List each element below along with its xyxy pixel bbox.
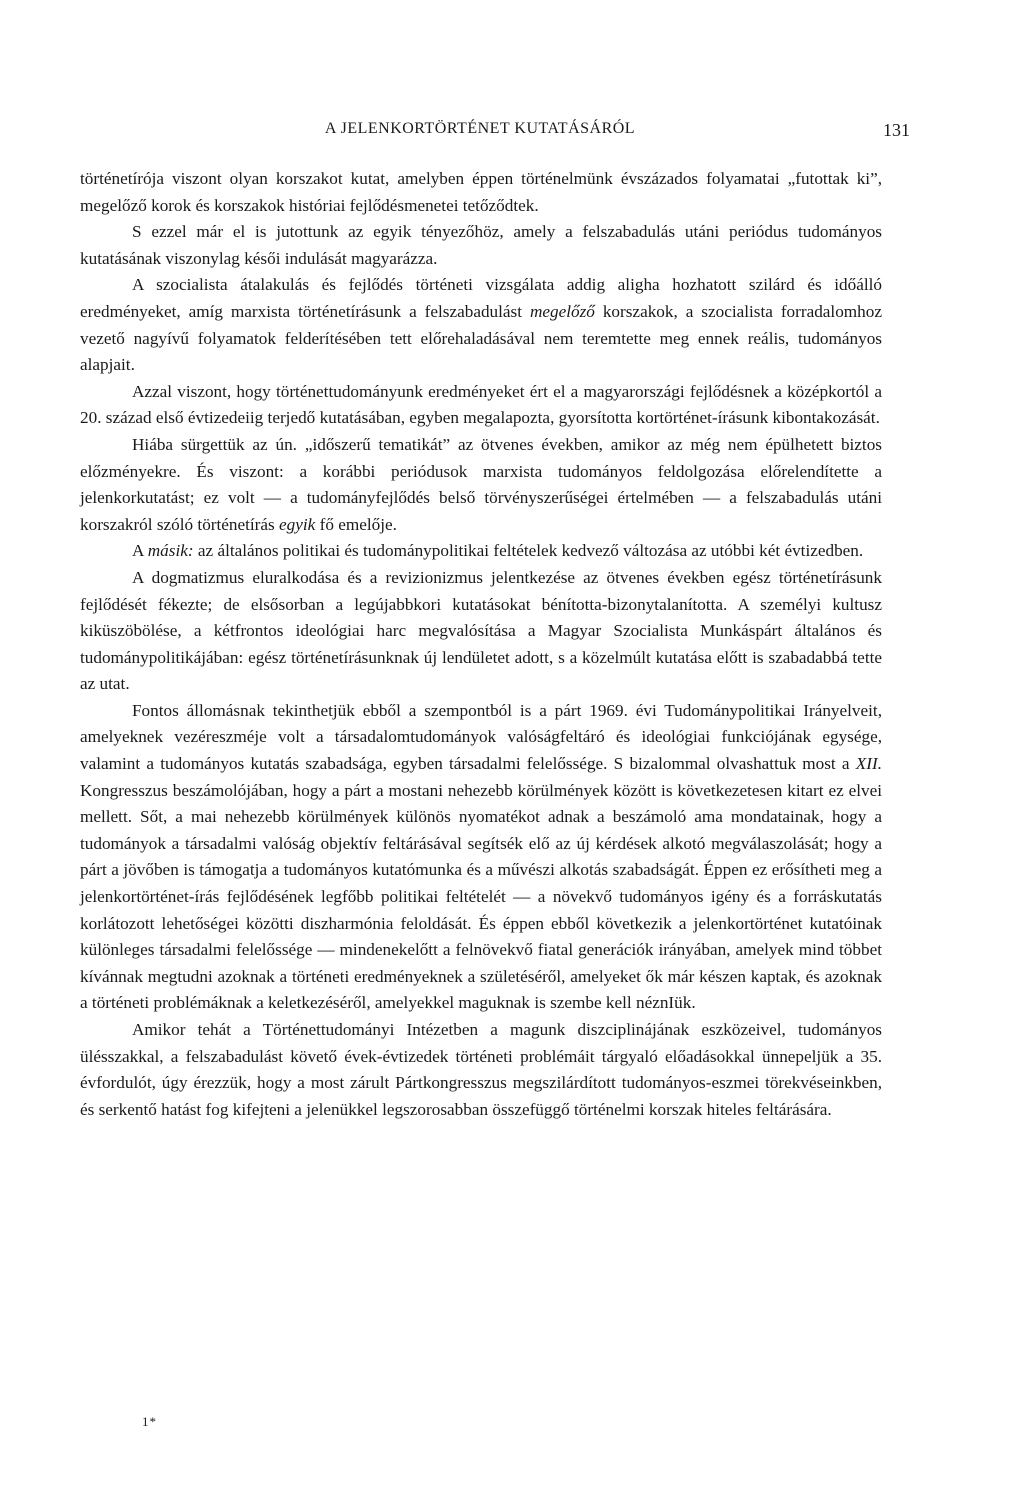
paragraph bbox=[80, 272, 882, 378]
running-head bbox=[80, 120, 910, 144]
emphasis-text: XII. bbox=[855, 754, 882, 774]
emphasis-text: megelőző bbox=[529, 301, 595, 321]
paragraph-text: az általános politikai és tudománypolitikai feltételek kedvező változása az utóbbi két évtizedben. bbox=[193, 541, 864, 561]
paragraph-text: A szocialista átalakulás és fejlődés történeti vizsgálata addig aligha hozhatott szilárd és időálló eredményeket, amíg marxista történetírásunk a felszabadulást bbox=[80, 275, 882, 321]
paragraph bbox=[80, 698, 882, 1017]
paragraph-text: Fontos állomásnak tekinthetjük ebből a szempontból is a párt 1969. évi Tudománypolitikai Irányelveit, amelyeknek vezéreszméje volt a társadalomtudományok valóságfeltáró és ideológiai funkciójának egysége, valamint a tudományos kutatás szabadsága, egyben társadalmi felelőssége. S bizalommal olvashattuk most a bbox=[80, 700, 882, 774]
body-text bbox=[80, 166, 882, 1123]
paragraph bbox=[80, 432, 882, 538]
paragraph: S ezzel már el is jutottunk az egyik tényezőhöz, amely a felszabadulás utáni periódus tudományos kutatásának viszonylag késői indulását magyarázza. bbox=[80, 222, 882, 268]
paragraph-text: Kongresszus beszámolójában, hogy a párt a mostani nehezebb körülmények között is következetesen kitart ez elvei mellett. Sőt, a mai nehezebb körülmények különös nyomatékot adnak a beszámoló ama mondatainak, hogy a tudományok a társadalmi valóság objektív feltárásával segítsék elő az új kérdések alkotó megválaszolását; hogy a párt a jövőben is támogatja a tudományos kutatómunka és a művészi alkotás szabadságát. Éppen ez erősítheti meg a jelenkortörténet-írás fejlődésének legfőbb politikai feltételét — a növekvő tudományos igény és a forráskutatás korlátozott lehetőségei közötti diszharmónia feloldását. És éppen ebből következik a jelenkortörténet kutatóinak különleges társadalmi felelőssége — mindenekelőtt a felnövekvő fiatal generációk irányában, amelyek mind többet kívánnak megtudni azoknak a történeti eredményeknek a születéséről, amelyeket ők már készen kaptak, és azoknak a történeti problémáknak a keletkezéséről, amelyekkel maguknak is szembe kell néznIük. bbox=[80, 780, 882, 1013]
paragraph-continuation: történetírója viszont olyan korszakot kutat, amelyben éppen történelmünk évszázados folyamatai „futottak ki”, megelőző korok és korszakok históriai fejlődésmenetei tetőződtek. bbox=[80, 169, 882, 215]
paragraph bbox=[80, 538, 882, 565]
paragraph: Amikor tehát a Történettudományi Intézetben a magunk diszciplinájának eszközeivel, tudományos ülésszakkal, a felszabadulást követő évek-évtizedek történeti problémáit tárgyaló előadásokkal ünnepeljük a 35. évfordulót, úgy érezzük, hogy a most zárult Pártkongresszus megszilárdított tudományos-eszmei törekvéseinkben, és serkentő hatást fog kifejteni a jelenükkel legszorosabban összefüggő történelmi korszak hiteles feltárására. bbox=[80, 1020, 882, 1119]
paragraph-text: korszakok, a szocialista forradalomhoz vezető nagyívű folyamatok felderítésében tett előrehaladásával nem teremtette meg ennek reális, tudományos alapjait. bbox=[80, 301, 882, 375]
signature-mark: 1* bbox=[142, 1414, 157, 1429]
paragraph: Azzal viszont, hogy történettudományunk eredményeket ért el a magyarországi fejlődésnek a középkortól a 20. század első évtizedeiig terjedő kutatásában, egyben megalapozta, gyorsította kortörténet-írásunk kibontakozását. bbox=[80, 381, 882, 428]
running-title: A JELENKORTÖRTÉNET KUTATÁSÁRÓL bbox=[324, 120, 636, 137]
emphasis-text: másik: bbox=[147, 541, 194, 561]
paragraph-text: A bbox=[132, 541, 148, 561]
paragraph-text: Hiába sürgettük az ún. „időszerű tematikát” az ötvenes években, amikor az még nem épülhetett biztos előzményekre. És viszont: a korábbi periódusok marxista tudományos feldolgozása előrelendítette a jelenkorkutatást; ez volt — a tudományfejlődés belső törvényszerűségei értelmében — a felszabadulás utáni korszakról szóló történetírás bbox=[80, 434, 882, 534]
page-number: 131 bbox=[883, 120, 910, 140]
emphasis-text: egyik bbox=[279, 514, 316, 534]
paragraph-text: fő emelője. bbox=[315, 514, 397, 534]
paragraph: A dogmatizmus eluralkodása és a revizionizmus jelentkezése az ötvenes években egész történetírásunk fejlődését fékezte; de elsősorban a legújabbkori kutatásokat bénította-bizonytalanította. A személyi kultusz kiküszöbölése, a kétfrontos ideológiai harc megvalósítása a Magyar Szocialista Munkáspárt általános és tudománypolitikájában: egész történetírásunknak új lendületet adott, s a közelmúlt kutatása előtt is szabadabbá tette az utat. bbox=[80, 567, 882, 694]
